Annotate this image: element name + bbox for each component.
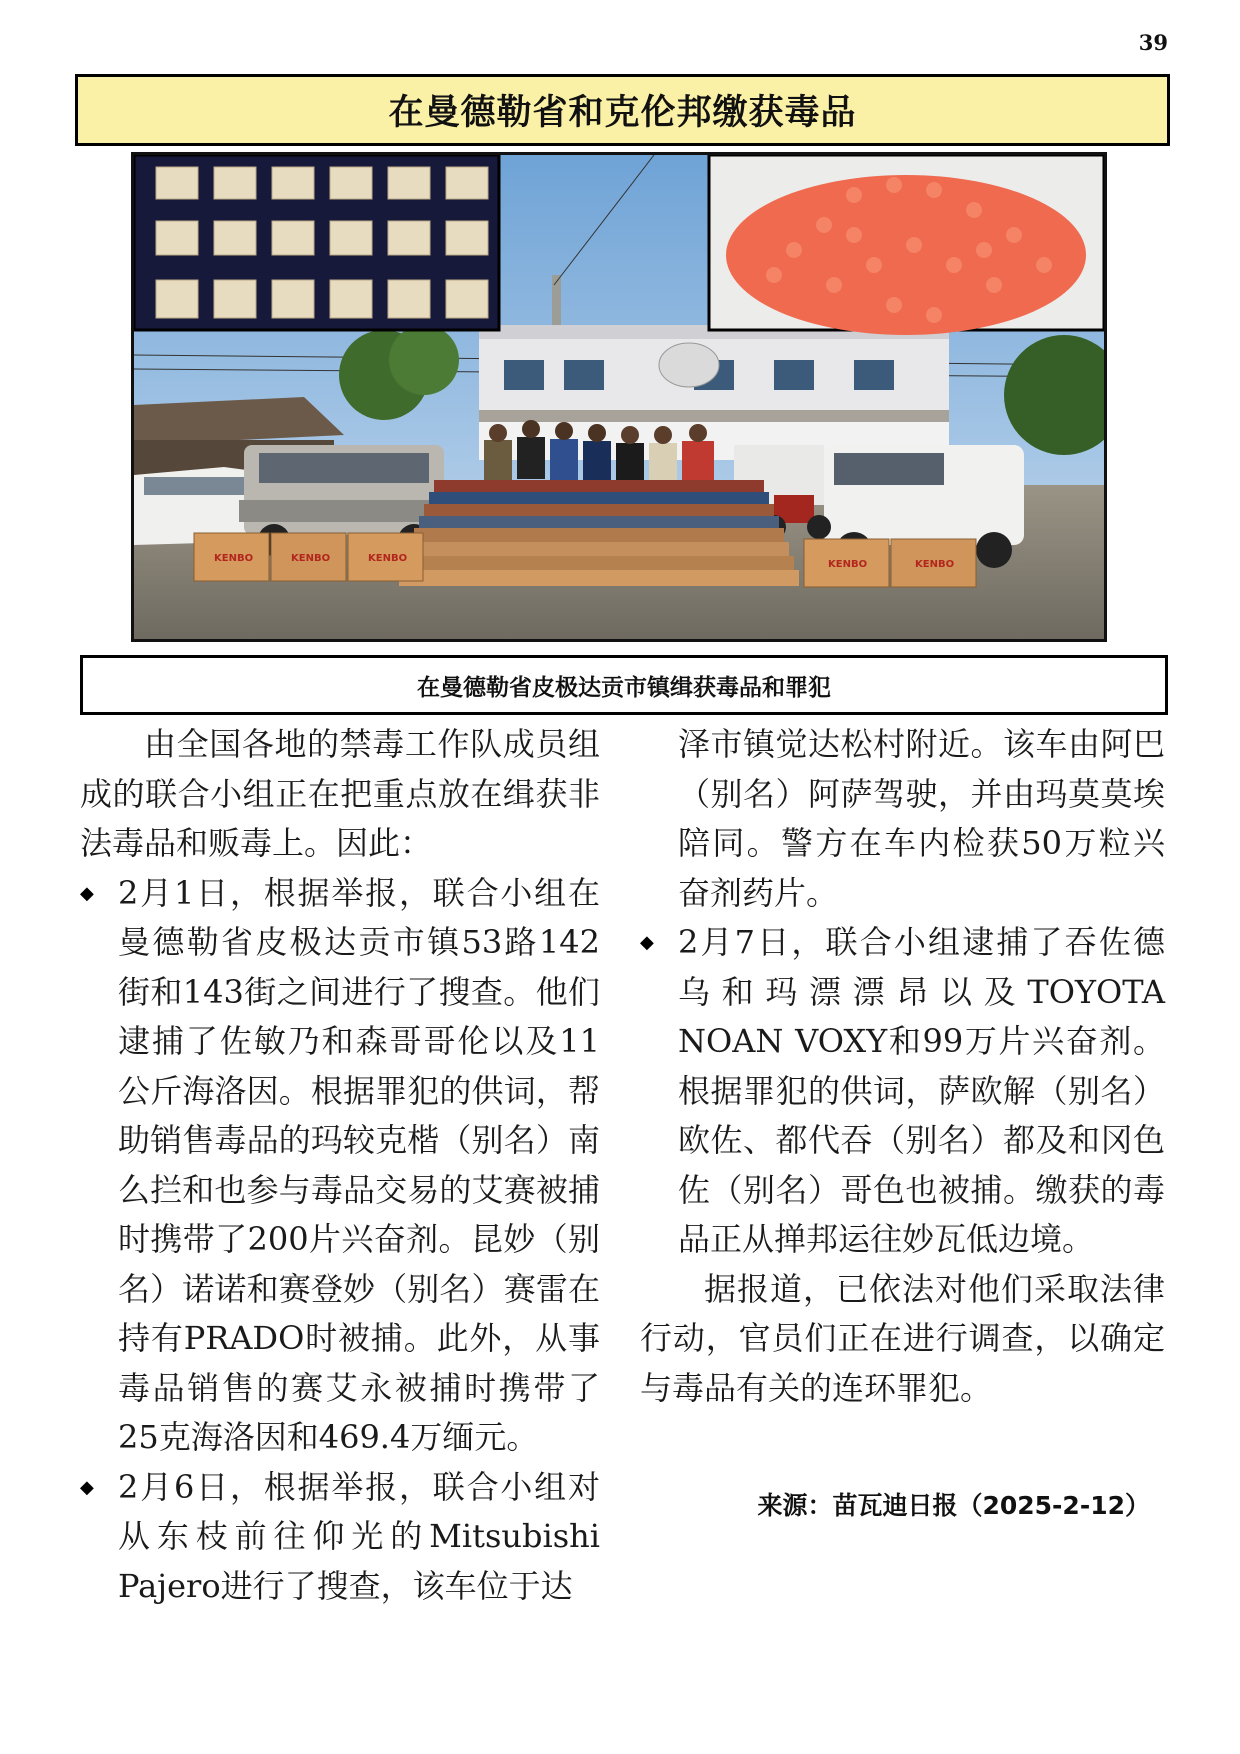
bullet-diamond-icon: ◆: [80, 1476, 94, 1498]
bullet-item: [80, 869, 600, 1463]
box-label: KENBO: [368, 553, 408, 564]
closing-paragraph: 据报道，已依法对他们采取法律行动，官员们正在进行调查，以确定与毒品有关的连环罪犯。: [640, 1269, 1165, 1407]
box-label: KENBO: [828, 559, 868, 570]
article-left-column: [80, 720, 600, 1611]
bullet-continuation: [640, 720, 1165, 918]
page-number: 39: [1138, 30, 1168, 55]
photo-caption-box: [80, 655, 1168, 715]
bullet-text: 泽市镇觉达松村附近。该车由阿巴（别名）阿萨驾驶，并由玛莫莫埃陪同。警方在车内检获50万粒兴奋剂药片。: [678, 725, 1165, 912]
box-label: KENBO: [915, 559, 955, 570]
article-right-column: [640, 720, 1165, 1413]
bullet-text: 2月6日，根据举报，联合小组对从东枝前往仰光的Mitsubishi Pajero进行了搜查，该车位于达: [118, 1467, 600, 1605]
bullet-item: [80, 1463, 600, 1612]
intro-paragraph: 由全国各地的禁毒工作队成员组成的联合小组正在把重点放在缉获非法毒品和贩毒上。因此：: [80, 725, 600, 862]
article-title-banner: [75, 74, 1170, 146]
bullet-diamond-icon: ◆: [640, 932, 654, 953]
bullet-diamond-icon: ◆: [80, 882, 94, 904]
satellite-dish: [659, 343, 719, 387]
source-credit: 来源：苗瓦迪日报（2025-2-12）: [757, 1491, 1150, 1520]
box-label: KENBO: [214, 553, 254, 564]
bullet-text: 2月1日，根据举报，联合小组在曼德勒省皮极达贡市镇53路142街和143街之间进行了搜查。他们逮捕了佐敏乃和森哥哥伦以及11公斤海洛因。根据罪犯的供词，帮助销售毒品的玛较克楷（别名）南么拦和也参与毒品交易的艾赛被捕时携带了200片兴奋剂。昆妙（别名）诺诺和赛登妙（别名）赛雷在持有PRADO时被捕。此外，从事毒品销售的赛艾永被捕时携带了25克海洛因和469.4万缅元。: [118, 873, 600, 1456]
news-photo: [131, 152, 1107, 642]
article-title: 在曼德勒省和克伦邦缴获毒品: [388, 93, 857, 133]
bullet-text: 2月7日，联合小组逮捕了吞佐德乌和玛漂漂昂以及TOYOTA NOAN VOXY和99万片兴奋剂。根据罪犯的供词，萨欧解（别名）欧佐、都代吞（别名）都及和冈色佐（别名）哥色也被捕。缴获的毒品正从掸邦运往妙瓦低边境。: [678, 923, 1165, 1258]
photo-caption: 在曼德勒省皮极达贡市镇缉获毒品和罪犯: [417, 674, 831, 701]
inset-stimulant-tablets: [709, 155, 1104, 335]
bullet-item: [640, 918, 1165, 1265]
inset-heroin-blocks: [134, 155, 499, 330]
seizure-photo-illustration: [134, 155, 1104, 639]
box-label: KENBO: [291, 553, 331, 564]
seized-drug-packages: [399, 480, 799, 586]
